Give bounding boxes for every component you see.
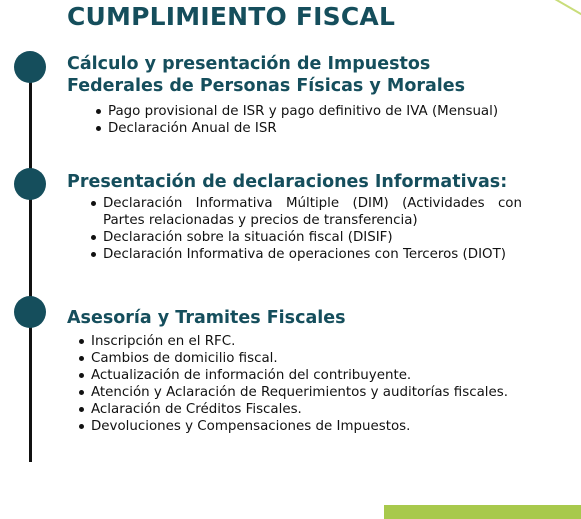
section-title-line: Presentación de declaraciones Informativas: xyxy=(67,172,508,192)
timeline-dot-2 xyxy=(14,168,46,200)
section-title-asesoria-tramites xyxy=(67,307,346,329)
decorative-line xyxy=(548,0,581,26)
list-item: Pago provisional de ISR y pago definitivo de IVA (Mensual) xyxy=(94,103,526,120)
section-list-declaraciones-informativas xyxy=(89,195,522,263)
timeline-dot-1 xyxy=(14,51,46,83)
page-title: CUMPLIMIENTO FISCAL xyxy=(67,2,396,31)
timeline-dot-3 xyxy=(14,296,46,328)
section-title-impuestos-federales xyxy=(67,53,465,97)
accent-bar xyxy=(384,505,581,519)
list-item: Aclaración de Créditos Fiscales. xyxy=(77,401,510,418)
list-item: Actualización de información del contribuyente. xyxy=(77,367,510,384)
list-item: Devoluciones y Compensaciones de Impuestos. xyxy=(77,418,510,435)
section-title-line: Asesoría y Tramites Fiscales xyxy=(67,308,346,328)
section-title-line: Cálculo y presentación de Impuestos xyxy=(67,54,431,74)
list-item: Declaración Anual de ISR xyxy=(94,120,526,137)
list-item: Atención y Aclaración de Requerimientos y auditorías fiscales. xyxy=(77,384,510,401)
section-title-line: Federales de Personas Físicas y Morales xyxy=(67,76,466,96)
section-title-declaraciones-informativas xyxy=(67,171,507,193)
list-item: Declaración Informativa de operaciones con Terceros (DIOT) xyxy=(89,246,522,263)
list-item: Cambios de domicilio fiscal. xyxy=(77,350,510,367)
section-list-impuestos-federales xyxy=(94,103,526,137)
section-list-asesoria-tramites xyxy=(77,333,510,435)
list-item: Declaración Informativa Múltiple (DIM) (Actividades con Partes relacionadas y precios de transferencia) xyxy=(89,195,522,229)
list-item: Declaración sobre la situación fiscal (DISIF) xyxy=(89,229,522,246)
list-item: Inscripción en el RFC. xyxy=(77,333,510,350)
timeline-line xyxy=(29,66,32,462)
